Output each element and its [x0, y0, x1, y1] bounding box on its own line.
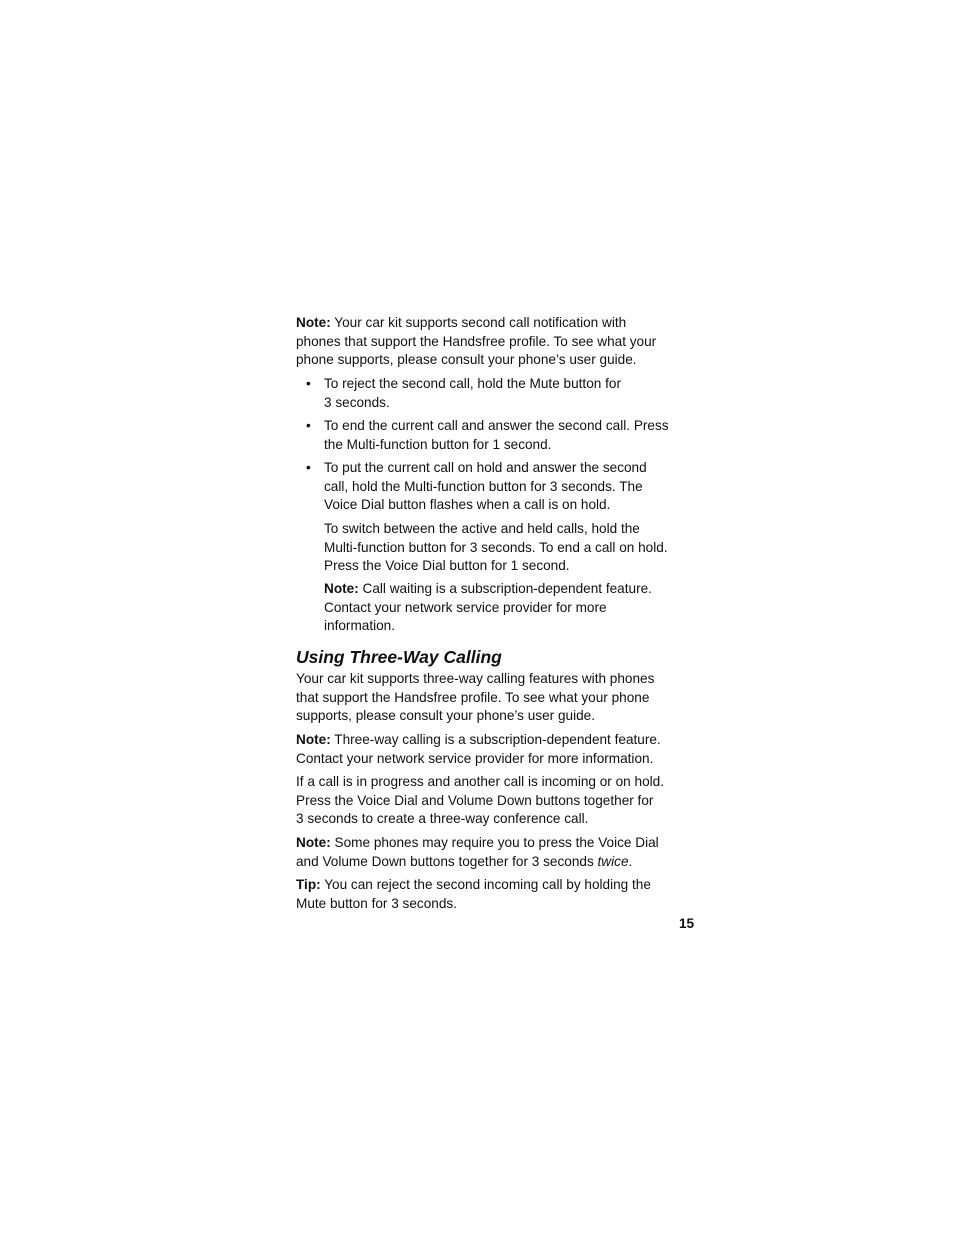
- note-label: Note:: [296, 835, 331, 850]
- bullet-line: the Multi-function button for 1 second.: [324, 436, 552, 452]
- paragraph-line: If a call is in progress and another call is incoming or on hold.: [296, 774, 664, 789]
- bullet-line: 3 seconds.: [324, 394, 390, 410]
- paragraph-line: Your car kit supports three-way calling features with phones: [296, 671, 655, 686]
- paragraph-line: To switch between the active and held calls, hold the: [324, 521, 640, 536]
- note-line: Note: Call waiting is a subscription-dependent feature.: [324, 581, 652, 596]
- bullet-line: To end the current call and answer the second call. Press: [324, 418, 669, 433]
- bullet-icon: •: [306, 376, 311, 391]
- note-line: phones that support the Handsfree profile. To see what your: [296, 333, 657, 349]
- note-line: Contact your network service provider for more: [324, 599, 607, 615]
- tip-line: Tip: You can reject the second incoming call by holding the: [296, 877, 651, 892]
- paragraph-line: supports, please consult your phone’s user guide.: [296, 708, 596, 724]
- three-way-intro-paragraph: [296, 670, 678, 726]
- switch-calls-paragraph: [324, 520, 678, 576]
- note-line: phone supports, please consult your phone’s user guide.: [296, 352, 637, 368]
- bullet-reject-call: [324, 375, 678, 412]
- bullet-line: call, hold the Multi-function button for 3 seconds. The: [324, 478, 643, 494]
- tip-reject-incoming: [296, 876, 678, 913]
- note-label: Note:: [296, 732, 331, 747]
- note-line: Contact your network service provider for more information.: [296, 750, 654, 766]
- paragraph-line: Multi-function button for 3 seconds. To end a call on hold.: [324, 539, 668, 555]
- conference-call-paragraph: [296, 773, 678, 829]
- tip-line: Mute button for 3 seconds.: [296, 895, 457, 911]
- paragraph-line: Press the Voice Dial button for 1 second.: [324, 558, 570, 574]
- note-press-twice: [296, 834, 678, 871]
- note-three-way-subscription: [296, 731, 678, 768]
- note-label: Note:: [324, 581, 359, 596]
- bullet-end-call: [324, 417, 678, 454]
- note-line: Note: Your car kit supports second call notification with: [296, 315, 627, 330]
- tip-label: Tip:: [296, 877, 321, 892]
- note-line: Note: Some phones may require you to press the Voice Dial: [296, 835, 659, 850]
- bullet-line: To put the current call on hold and answer the second: [324, 460, 647, 475]
- bullet-line: Voice Dial button flashes when a call is on hold.: [324, 497, 611, 513]
- note-line: and Volume Down buttons together for 3 seconds twice.: [296, 853, 633, 869]
- bullet-icon: •: [306, 460, 311, 475]
- bullet-hold-call: [324, 459, 678, 515]
- paragraph-line: 3 seconds to create a three-way conference call.: [296, 811, 589, 827]
- emphasis-text: twice: [597, 853, 629, 869]
- page-number: 15: [679, 916, 695, 931]
- note-label: Note:: [296, 315, 331, 330]
- note-second-call: [296, 314, 678, 370]
- bullet-line: To reject the second call, hold the Mute button for: [324, 376, 621, 391]
- note-call-waiting: [324, 580, 678, 636]
- paragraph-line: that support the Handsfree profile. To see what your phone: [296, 689, 650, 705]
- note-line: information.: [324, 618, 396, 634]
- paragraph-line: Press the Voice Dial and Volume Down buttons together for: [296, 792, 654, 808]
- section-heading: Using Three-Way Calling: [296, 647, 502, 667]
- bullet-icon: •: [306, 418, 311, 433]
- note-line: Note: Three-way calling is a subscription-dependent feature.: [296, 732, 661, 747]
